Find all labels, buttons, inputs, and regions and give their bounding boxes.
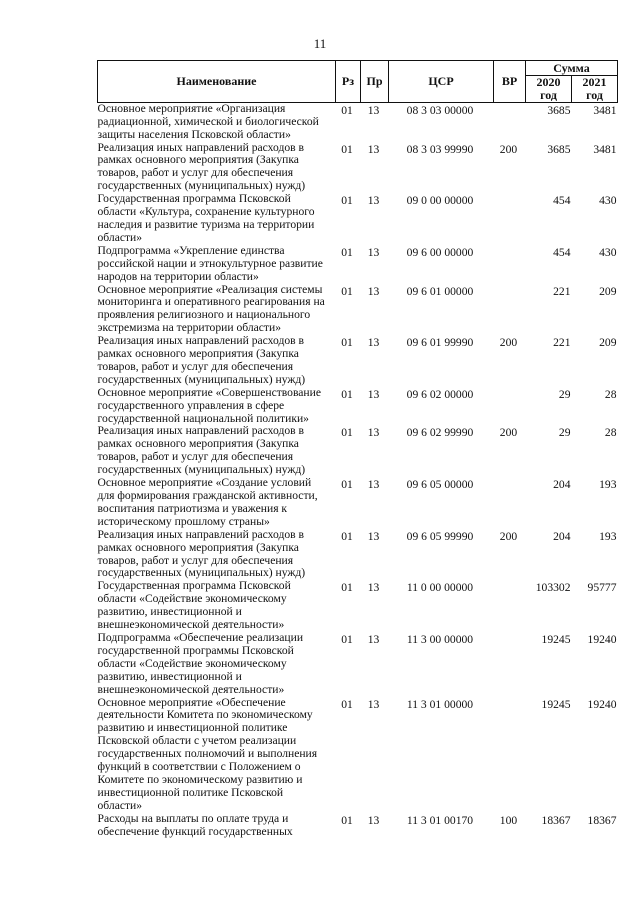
- row-rz: 01: [341, 245, 353, 259]
- row-amount-2021: 19240: [587, 632, 617, 646]
- row-amount-2021: 430: [599, 194, 617, 208]
- row-rz: 01: [341, 478, 353, 492]
- row-vr: 200: [499, 336, 518, 350]
- row-rz: 01: [341, 194, 353, 208]
- row-name: Основное мероприятие «Обеспечение деятельности Комитета по экономическому развитию и инвестиционной политике Псковской области с учетом реализации государственных полномочий и выполнения функций в соответствии с Положением о Комитете по экономическому развитию и инвестиционной политике Псковской области»: [97, 695, 318, 812]
- header-csr: ЦСР: [389, 61, 494, 103]
- row-pr: 13: [367, 387, 380, 401]
- header-vr: ВР: [494, 61, 526, 103]
- row-csr: 09 6 01 99990: [406, 336, 474, 350]
- row-amount-2021: 95777: [587, 581, 617, 595]
- row-amount-2020: 221: [553, 284, 571, 298]
- row-vr: [494, 284, 526, 336]
- row-csr: 11 3 01 00170: [406, 813, 474, 827]
- row-amount-2020: 19245: [541, 697, 571, 711]
- table-row: [98, 193, 618, 245]
- row-amount-2021: 3481: [593, 103, 617, 117]
- row-pr: 13: [367, 813, 380, 827]
- row-csr: 08 3 03 00000: [406, 103, 474, 117]
- row-rz: 01: [341, 284, 353, 298]
- row-rz: 01: [341, 426, 353, 440]
- header-2021: 2021 год: [572, 76, 618, 103]
- row-pr: 13: [367, 142, 380, 156]
- row-name: Реализация иных направлений расходов в рамках основного мероприятия (Закупка товаров, работ и услуг для обеспечения государственных (муниципальных) нужд): [97, 527, 306, 580]
- row-vr: [494, 102, 526, 141]
- row-name: Основное мероприятие «Реализация системы мониторинга и оперативного реагирования на проявления религиозного и национального экстремизма на территории области»: [97, 282, 325, 335]
- row-rz: 01: [341, 581, 353, 595]
- row-name: Государственная программа Псковской области «Культура, сохранение культурного наследия и развитие туризма на территории области»: [97, 192, 315, 244]
- page-number: 11: [313, 36, 327, 51]
- row-name: Основное мероприятие «Создание условий для формирования гражданской активности, воспитания патриотизма и уважения к историческому прошлому страны»: [97, 476, 318, 528]
- row-vr: 100: [499, 813, 518, 827]
- row-vr: 200: [499, 529, 518, 543]
- row-amount-2021: 19240: [587, 697, 617, 711]
- header-sum: Сумма: [526, 61, 618, 76]
- row-csr: 11 0 00 00000: [406, 581, 474, 595]
- row-vr: [494, 245, 526, 284]
- row-vr: 200: [499, 142, 518, 156]
- row-amount-2021: 3481: [593, 142, 617, 156]
- row-csr: 09 6 02 99990: [406, 426, 474, 440]
- table-row: [98, 580, 618, 632]
- row-rz: 01: [341, 632, 353, 646]
- row-rz: 01: [341, 103, 353, 117]
- row-rz: 01: [341, 142, 353, 156]
- row-amount-2020: 29: [558, 426, 571, 440]
- row-name: Основное мероприятие «Совершенствование государственного управления в сфере государственной национальной политики»: [97, 385, 321, 425]
- row-pr: 13: [367, 478, 380, 492]
- row-rz: 01: [341, 387, 353, 401]
- row-pr: 13: [367, 103, 380, 117]
- row-csr: 09 6 01 00000: [406, 284, 474, 298]
- row-csr: 11 3 01 00000: [406, 697, 474, 711]
- row-amount-2020: 3685: [547, 142, 571, 156]
- row-pr: 13: [367, 194, 380, 208]
- row-csr: 09 0 00 00000: [406, 194, 474, 208]
- row-pr: 13: [367, 529, 380, 543]
- row-amount-2020: 3685: [547, 103, 571, 117]
- row-vr: [494, 632, 526, 697]
- row-amount-2021: 18367: [587, 813, 617, 827]
- row-csr: 09 6 05 00000: [406, 478, 474, 492]
- row-rz: 01: [341, 697, 353, 711]
- table-row: [98, 284, 618, 336]
- table-row: [98, 425, 618, 477]
- row-amount-2021: 28: [604, 387, 617, 401]
- table-row: [98, 632, 618, 697]
- row-pr: 13: [367, 245, 380, 259]
- row-amount-2020: 204: [553, 529, 571, 543]
- row-pr: 13: [367, 336, 380, 350]
- row-amount-2021: 193: [599, 529, 617, 543]
- row-name: Основное мероприятие «Организация радиационной, химической и биологической защиты населения Псковской области»: [97, 101, 319, 141]
- row-rz: 01: [341, 529, 353, 543]
- row-name: Реализация иных направлений расходов в рамках основного мероприятия (Закупка товаров, работ и услуг для обеспечения государственных (муниципальных) нужд): [97, 334, 306, 386]
- header-pr: Пр: [361, 61, 389, 103]
- row-pr: 13: [367, 581, 380, 595]
- row-pr: 13: [367, 697, 380, 711]
- row-vr: [494, 697, 526, 813]
- row-csr: 11 3 00 00000: [406, 632, 474, 646]
- row-amount-2020: 29: [558, 387, 571, 401]
- row-amount-2021: 430: [599, 245, 617, 259]
- row-name: Подпрограмма «Укрепление единства российской нации и этнокультурное развитие народов на территории области»: [97, 243, 323, 283]
- row-name: Государственная программа Псковской области «Содействие экономическому развитию, инвестиционной и внешнеэкономической деятельности»: [97, 579, 291, 632]
- header-2020: 2020 год: [526, 76, 572, 103]
- table-row: [98, 142, 618, 194]
- table-row: [98, 245, 618, 284]
- row-vr: 200: [499, 426, 518, 440]
- table-row: [98, 477, 618, 529]
- row-amount-2021: 193: [599, 478, 617, 492]
- row-csr: 09 6 02 00000: [406, 387, 474, 401]
- row-vr: [494, 580, 526, 632]
- row-name: Реализация иных направлений расходов в рамках основного мероприятия (Закупка товаров, работ и услуг для обеспечения государственных (муниципальных) нужд): [97, 424, 306, 477]
- table-row: [98, 335, 618, 387]
- row-name: Реализация иных направлений расходов в рамках основного мероприятия (Закупка товаров, работ и услуг для обеспечения государственных (муниципальных) нужд): [97, 140, 306, 193]
- row-vr: [494, 387, 526, 426]
- row-amount-2020: 18367: [541, 813, 571, 827]
- row-amount-2021: 209: [599, 336, 617, 350]
- row-rz: 01: [341, 813, 353, 827]
- row-amount-2021: 209: [599, 284, 617, 298]
- row-amount-2020: 103302: [535, 581, 571, 595]
- table-row: [98, 529, 618, 581]
- header-name: Наименование: [98, 61, 336, 103]
- header-rz: Рз: [336, 61, 361, 103]
- row-csr: 09 6 05 99990: [406, 529, 474, 543]
- row-name: Подпрограмма «Обеспечение реализации государственной программы Псковской области «Содействие экономическому развитию, инвестиционной и внешнеэкономической деятельности»: [97, 630, 304, 696]
- table-row: [98, 697, 618, 813]
- table-row: [98, 387, 618, 426]
- row-csr: 08 3 03 99990: [406, 142, 474, 156]
- row-amount-2020: 19245: [541, 632, 571, 646]
- row-amount-2020: 204: [553, 478, 571, 492]
- row-rz: 01: [341, 336, 353, 350]
- row-amount-2020: 454: [553, 194, 571, 208]
- table-body: [98, 102, 618, 838]
- row-amount-2020: 221: [553, 336, 571, 350]
- row-amount-2020: 454: [553, 245, 571, 259]
- row-pr: 13: [367, 284, 380, 298]
- row-csr: 09 6 00 00000: [406, 245, 474, 259]
- budget-table: [97, 60, 618, 838]
- row-vr: [494, 193, 526, 245]
- table-row: [98, 102, 618, 141]
- row-amount-2021: 28: [604, 426, 617, 440]
- table-row: [98, 813, 618, 839]
- row-pr: 13: [367, 426, 380, 440]
- table-header: [98, 61, 618, 103]
- row-pr: 13: [367, 632, 380, 646]
- row-vr: [494, 477, 526, 529]
- row-name: Расходы на выплаты по оплате труда и обеспечение функций государственных: [97, 811, 293, 838]
